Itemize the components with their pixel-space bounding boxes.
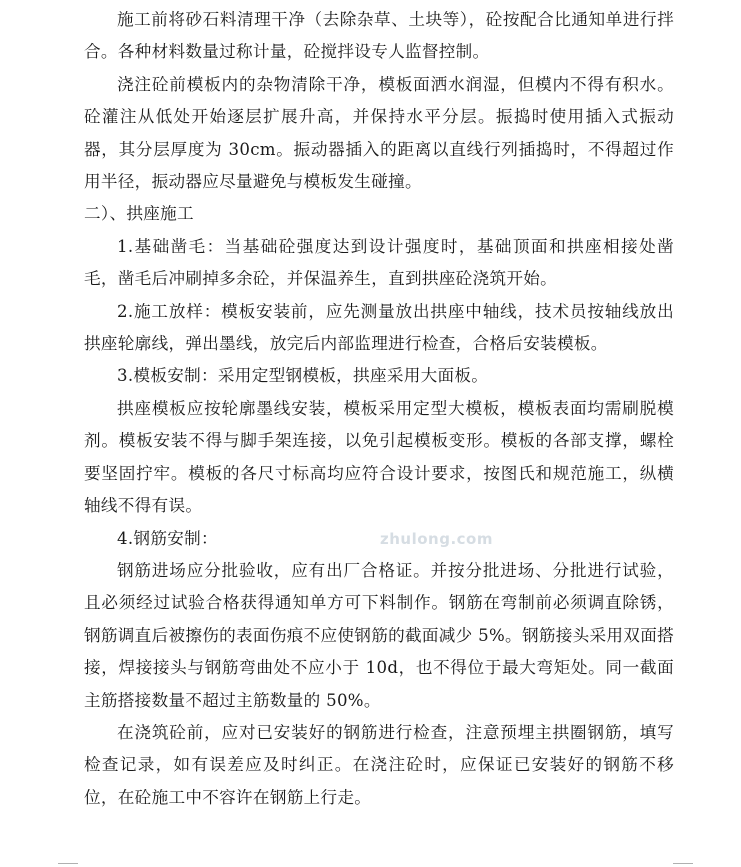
paragraph-rebar-heading: 4.钢筋安制： [117,528,218,548]
paragraph-foundation-roughening: 1.基础凿毛：当基础砼强度达到设计强度时，基础顶面和拱座相接处凿毛，凿毛后冲刷掉多余砼，并保温养生，直到拱座砼浇筑开始。 [84,236,674,289]
paragraph-rebar-inspection: 在浇筑砼前，应对已安装好的钢筋进行检查，注意预埋主拱圈钢筋，填写检查记录，如有误差应及时纠正。在浇注砼时，应保证已安装好的钢筋不移位，在砼施工中不容许在钢筋上行走。 [84,722,674,807]
paragraph-setting-out: 2.施工放样：模板安装前，应先测量放出拱座中轴线，技术员按轴线放出拱座轮廓线，弹出墨线，放完后内部监理进行检查，合格后安装模板。 [84,301,674,354]
section-heading-arch-seat: 二）、拱座施工 [84,204,194,224]
paragraph-formwork-details: 拱座模板应按轮廓墨线安装，模板采用定型大模板，模板表面均需刷脱模剂。模板安装不得与脚手架连接，以免引起模板变形。模板的各部支撑，螺栓要坚固拧牢。模板的各尺寸标高均应符合设计要求，按图氏和规范施工，纵横轴线不得有误。 [84,398,674,516]
paragraph-rebar-acceptance: 钢筋进场应分批验收，应有出厂合格证。并按分批进场、分批进行试验，且必须经过试验合格获得通知单方可下料制作。钢筋在弯制前必须调直除锈，钢筋调直后被擦伤的表面伤痕不应使钢筋的截面减少 5%。钢筋接头采用双面搭接，焊接接头与钢筋弯曲处不应小于 10d，也不得位于最大弯矩处。同一截面主筋搭接数量不超过主筋数量的 50%。 [84,560,674,710]
paragraph-pouring-prep: 施工前将砂石料清理干净（去除杂草、土块等），砼按配合比通知单进行拌合。各种材料数量过称计量，砼搅拌设专人监督控制。 [84,10,674,62]
page-corner-mark-left [58,863,78,864]
paragraph-concrete-pouring: 浇注砼前模板内的杂物清除干净，模板面洒水润湿，但模内不得有积水。砼灌注从低处开始逐层扩展升高，并保持水平分层。振捣时使用插入式振动器，其分层厚度为 30cm。振动器插入的距离以直线行列插捣时，不得超过作用半径，振动器应尽量避免与模板发生碰撞。 [84,74,674,192]
watermark: zhulong.com [380,530,493,548]
page-corner-mark-right [673,863,693,864]
document-body [84,4,674,814]
paragraph-formwork-install: 3.模板安制：采用定型钢模板，拱座采用大面板。 [117,366,489,386]
